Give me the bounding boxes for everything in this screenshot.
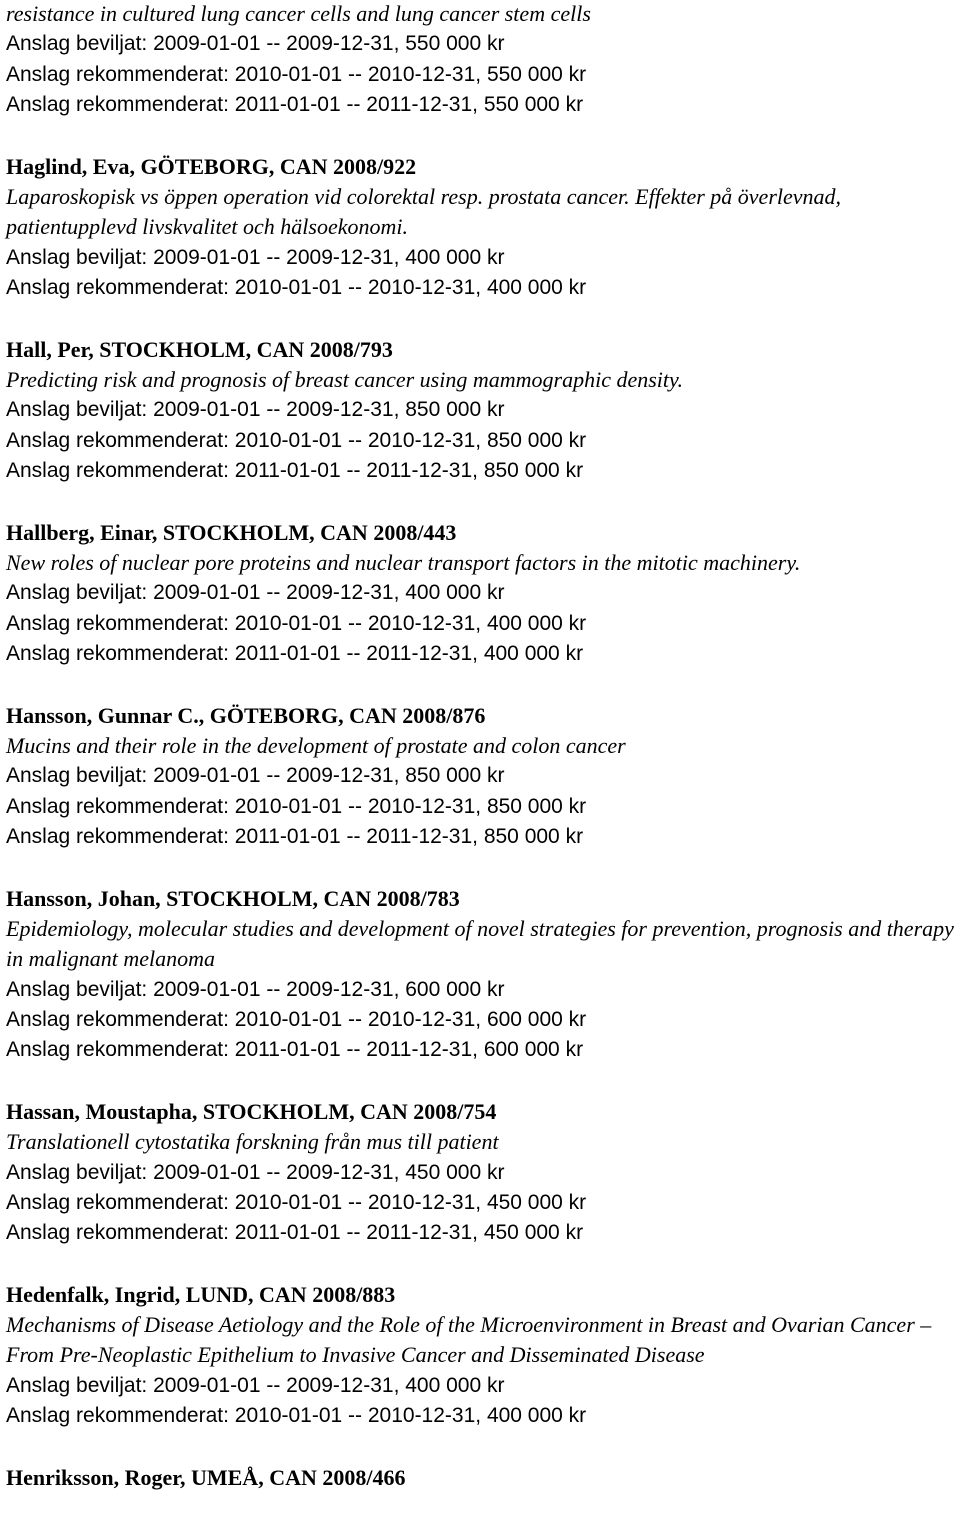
applicant-heading: Hedenfalk, Ingrid, LUND, CAN 2008/883 (6, 1281, 396, 1307)
applicant-heading: Hassan, Moustapha, STOCKHOLM, CAN 2008/754 (6, 1098, 497, 1124)
project-title: Mechanisms of Disease Aetiology and the Role of the Microenvironment in Breast and Ovarian Cancer – From Pre-Neoplastic Epithelium to Invasive Cancer and Disseminated Disease (6, 1312, 932, 1368)
applicant-heading: Haglind, Eva, GÖTEBORG, CAN 2008/922 (6, 153, 417, 179)
applicant-heading: Hansson, Johan, STOCKHOLM, CAN 2008/783 (6, 885, 460, 911)
grant-line: Anslag rekommenderat: 2010-01-01 -- 2010-12-31, 850 000 kr (6, 794, 587, 818)
grant-line: Anslag beviljat: 2009-01-01 -- 2009-12-31, 400 000 kr (6, 1373, 505, 1397)
grant-line: Anslag beviljat: 2009-01-01 -- 2009-12-31, 400 000 kr (6, 245, 505, 269)
entry-spacer (6, 486, 960, 518)
grant-line: Anslag rekommenderat: 2010-01-01 -- 2010-12-31, 400 000 kr (6, 275, 587, 299)
applicant-heading: Hallberg, Einar, STOCKHOLM, CAN 2008/443 (6, 519, 457, 545)
grant-line: Anslag beviljat: 2009-01-01 -- 2009-12-31, 550 000 kr (6, 32, 505, 56)
applicant-heading: Hall, Per, STOCKHOLM, CAN 2008/793 (6, 336, 393, 362)
entry-spacer (6, 1248, 960, 1280)
grant-line: Anslag beviljat: 2009-01-01 -- 2009-12-31, 400 000 kr (6, 581, 505, 605)
grant-entry (6, 1463, 960, 1493)
grant-line: Anslag rekommenderat: 2010-01-01 -- 2010-12-31, 600 000 kr (6, 1007, 587, 1031)
grant-entry (6, 1280, 960, 1431)
grant-line: Anslag rekommenderat: 2011-01-01 -- 2011-12-31, 450 000 kr (6, 1221, 584, 1245)
project-title: Laparoskopisk vs öppen operation vid colorektal resp. prostata cancer. Effekter på överlevnad, patientupplevd livskvalitet och hälsoekonomi. (6, 183, 842, 240)
grant-line: Anslag beviljat: 2009-01-01 -- 2009-12-31, 450 000 kr (6, 1160, 505, 1184)
grant-entry (6, 152, 960, 303)
entry-spacer (6, 1065, 960, 1097)
grant-line: Anslag rekommenderat: 2011-01-01 -- 2011-12-31, 850 000 kr (6, 824, 584, 848)
applicant-heading: Hansson, Gunnar C., GÖTEBORG, CAN 2008/876 (6, 702, 486, 728)
grant-line: Anslag rekommenderat: 2010-01-01 -- 2010-12-31, 450 000 kr (6, 1190, 587, 1214)
project-title: New roles of nuclear pore proteins and nuclear transport factors in the mitotic machinery. (6, 549, 801, 575)
grant-line: Anslag rekommenderat: 2010-01-01 -- 2010-12-31, 400 000 kr (6, 611, 587, 635)
grant-line: Anslag rekommenderat: 2011-01-01 -- 2011-12-31, 550 000 kr (6, 92, 584, 116)
applicant-heading: Henriksson, Roger, UMEÅ, CAN 2008/466 (6, 1464, 406, 1490)
entry-spacer (6, 852, 960, 884)
entry-spacer (6, 303, 960, 335)
grant-entry-continued (6, 0, 960, 120)
grant-line: Anslag rekommenderat: 2010-01-01 -- 2010-12-31, 400 000 kr (6, 1404, 587, 1428)
grant-line: Anslag rekommenderat: 2011-01-01 -- 2011-12-31, 400 000 kr (6, 641, 584, 665)
project-title: resistance in cultured lung cancer cells and lung cancer stem cells (6, 1, 591, 26)
grant-entry (6, 1097, 960, 1248)
grant-line: Anslag rekommenderat: 2011-01-01 -- 2011-12-31, 850 000 kr (6, 458, 584, 482)
grant-line: Anslag rekommenderat: 2010-01-01 -- 2010-12-31, 550 000 kr (6, 62, 587, 86)
document-page (6, 0, 960, 1493)
grant-entry (6, 884, 960, 1066)
project-title: Epidemiology, molecular studies and development of novel strategies for prevention, prognosis and therapy in malignant melanoma (6, 915, 954, 972)
grant-line: Anslag beviljat: 2009-01-01 -- 2009-12-31, 850 000 kr (6, 398, 505, 422)
entry-spacer (6, 669, 960, 701)
project-title: Predicting risk and prognosis of breast cancer using mammographic density. (6, 366, 684, 392)
grant-entry (6, 335, 960, 486)
grant-line: Anslag rekommenderat: 2011-01-01 -- 2011-12-31, 600 000 kr (6, 1038, 584, 1062)
grant-entry (6, 701, 960, 852)
grant-entry (6, 518, 960, 669)
grant-line: Anslag beviljat: 2009-01-01 -- 2009-12-31, 600 000 kr (6, 977, 505, 1001)
entry-spacer (6, 120, 960, 152)
grant-line: Anslag beviljat: 2009-01-01 -- 2009-12-31, 850 000 kr (6, 764, 505, 788)
project-title: Translationell cytostatika forskning från mus till patient (6, 1129, 499, 1155)
project-title: Mucins and their role in the development of prostate and colon cancer (6, 732, 626, 758)
entry-spacer (6, 1431, 960, 1463)
grant-line: Anslag rekommenderat: 2010-01-01 -- 2010-12-31, 850 000 kr (6, 428, 587, 452)
